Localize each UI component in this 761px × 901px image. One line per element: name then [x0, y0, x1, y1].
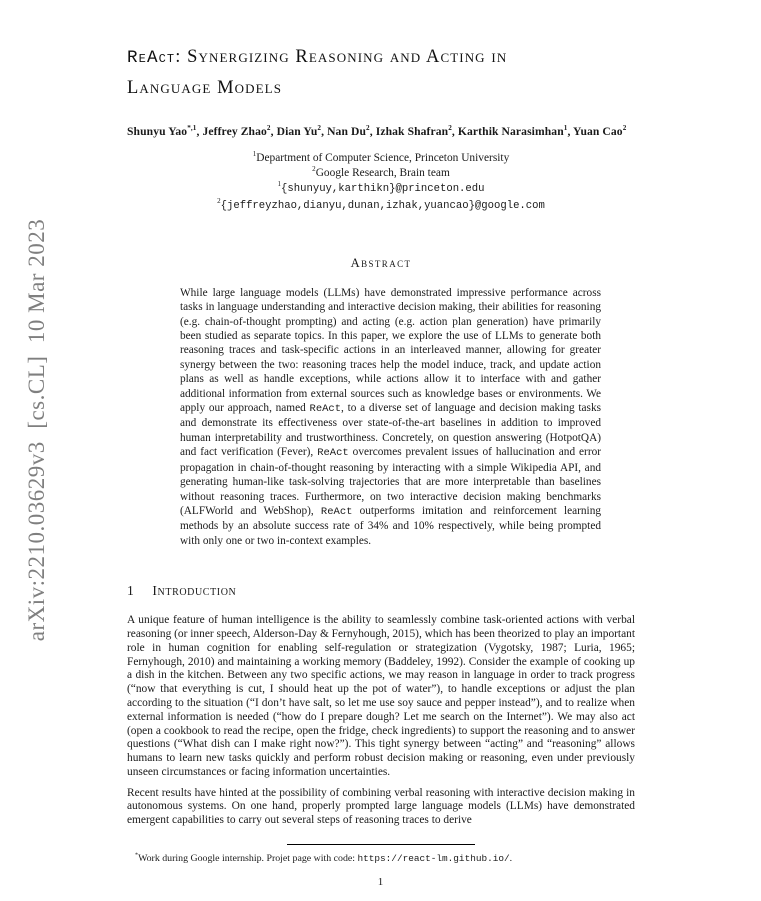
- abstract-text: While large language models (LLMs) have demonstrated impressive performance across tasks in language understanding and interactive decision making, their abilities for reasoning (e.g. chain-of-thought prompting) and acting (e.g. action plan generation) have primarily been studied as separate topics. In this paper, we explore the use of LLMs to generate both reasoning traces and task-specific actions in an interleaved manner, allowing for greater synergy between the two: reasoning traces help the model induce, track, and update action plans as well as handle exceptions, while actions allow it to interface with and gather additional information from external sources such as knowledge bases or environments. We apply our approach, named ReAct, to a diverse set of language and decision making tasks and demonstrate its effectiveness over state-of-the-art baselines in addition to improved human interpretability and trustworthiness. Concretely, on question answering (HotpotQA) and fact verification (Fever), ReAct overcomes prevalent issues of hallucination and error propagation in chain-of-thought reasoning by interacting with a simple Wikipedia API, and generating human-like task-solving trajectories that are more interpretable than baselines without reasoning traces. Furthermore, on two interactive decision making benchmarks (ALFWorld and WebShop), ReAct outperforms imitation and reinforcement learning methods by an absolute success rate of 34% and 10% respectively, while being prompted with only one or two in-context examples.: [180, 286, 601, 547]
- affiliation-princeton: $^1$Department of Computer Science, Princeton University: [252, 150, 510, 164]
- affiliations-block: [127, 151, 635, 214]
- paper-content: [127, 42, 635, 866]
- introduction-paragraph-1: A unique feature of human intelligence is the ability to seamlessly combine task-oriented actions with verbal reasoning (or inner speech, Alderson-Day & Fernyhough, 2015), which has been theorized to play an important role in human cognition for enabling self-regulation or strategization (Vygotsky, 1987; Luria, 1965; Fernyhough, 2010) and maintaining a working memory (Baddeley, 1992). Consider the example of cooking up a dish in the kitchen. Between any two specific actions, we may reason in language in order to track progress (“now that everything is cut, I should heat up the pot of water”), to handle exceptions or adjust the plan according to the situation (“I don’t have salt, so let me use soy sauce and pepper instead”), and to realize when external information is needed (“how do I prepare dough? Let me search on the Internet”). We may also act (open a cookbook to read the recipe, open the fridge, check ingredients) to support the reasoning and to answer questions (“What dish can I make right now?”). This tight synergy between “acting” and “reasoning” allows humans to learn new tasks quickly and perform robust decision making or reasoning, even under previously unseen circumstances or facing information uncertainties.: [127, 614, 636, 778]
- author-list: Shunyu Yao$^{*,1}$, Jeffrey Zhao$^2$, Dian Yu$^2$, Nan Du$^2$, Izhak Shafran$^2$, Karthik Narasimhan$^1$, Yuan Cao$^2$: [127, 124, 627, 138]
- email-princeton: $^1${shunyuy,karthikn}@princeton.edu: [277, 180, 485, 196]
- email-google: $^2${jeffreyzhao,dianyu,dunan,izhak,yuancao}@google.com: [217, 196, 545, 212]
- footnote-divider: [287, 844, 475, 845]
- affiliation-google: $^2$Google Research, Brain team: [312, 165, 450, 180]
- paper-title: [127, 42, 635, 103]
- arxiv-sidebar-banner: arXiv:2210.03629v3 [cs.CL] 10 Mar 2023: [24, 218, 49, 642]
- paper-title-line1: ReAct: Synergizing Reasoning and Acting in: [127, 47, 508, 68]
- introduction-paragraph-2: Recent results have hinted at the possibility of combining verbal reasoning with interactive decision making in autonomous systems. On one hand, properly prompted large language models (LLMs) have demonstrated emergent capabilities to carry out several steps of reasoning traces to derive: [127, 786, 635, 827]
- section-heading-introduction: [127, 583, 635, 599]
- abstract-heading: Abstract: [350, 255, 412, 270]
- page-number: 1: [377, 876, 384, 888]
- footnote-text: *Work during Google internship. Projet page with code: https://react-lm.github.io/.: [135, 852, 513, 865]
- section-title: Introduction: [152, 583, 237, 599]
- section-number: 1: [127, 583, 135, 599]
- project-page-link[interactable]: https://react-lm.github.io/: [357, 853, 510, 865]
- paper-title-line2: Language Models: [127, 78, 283, 98]
